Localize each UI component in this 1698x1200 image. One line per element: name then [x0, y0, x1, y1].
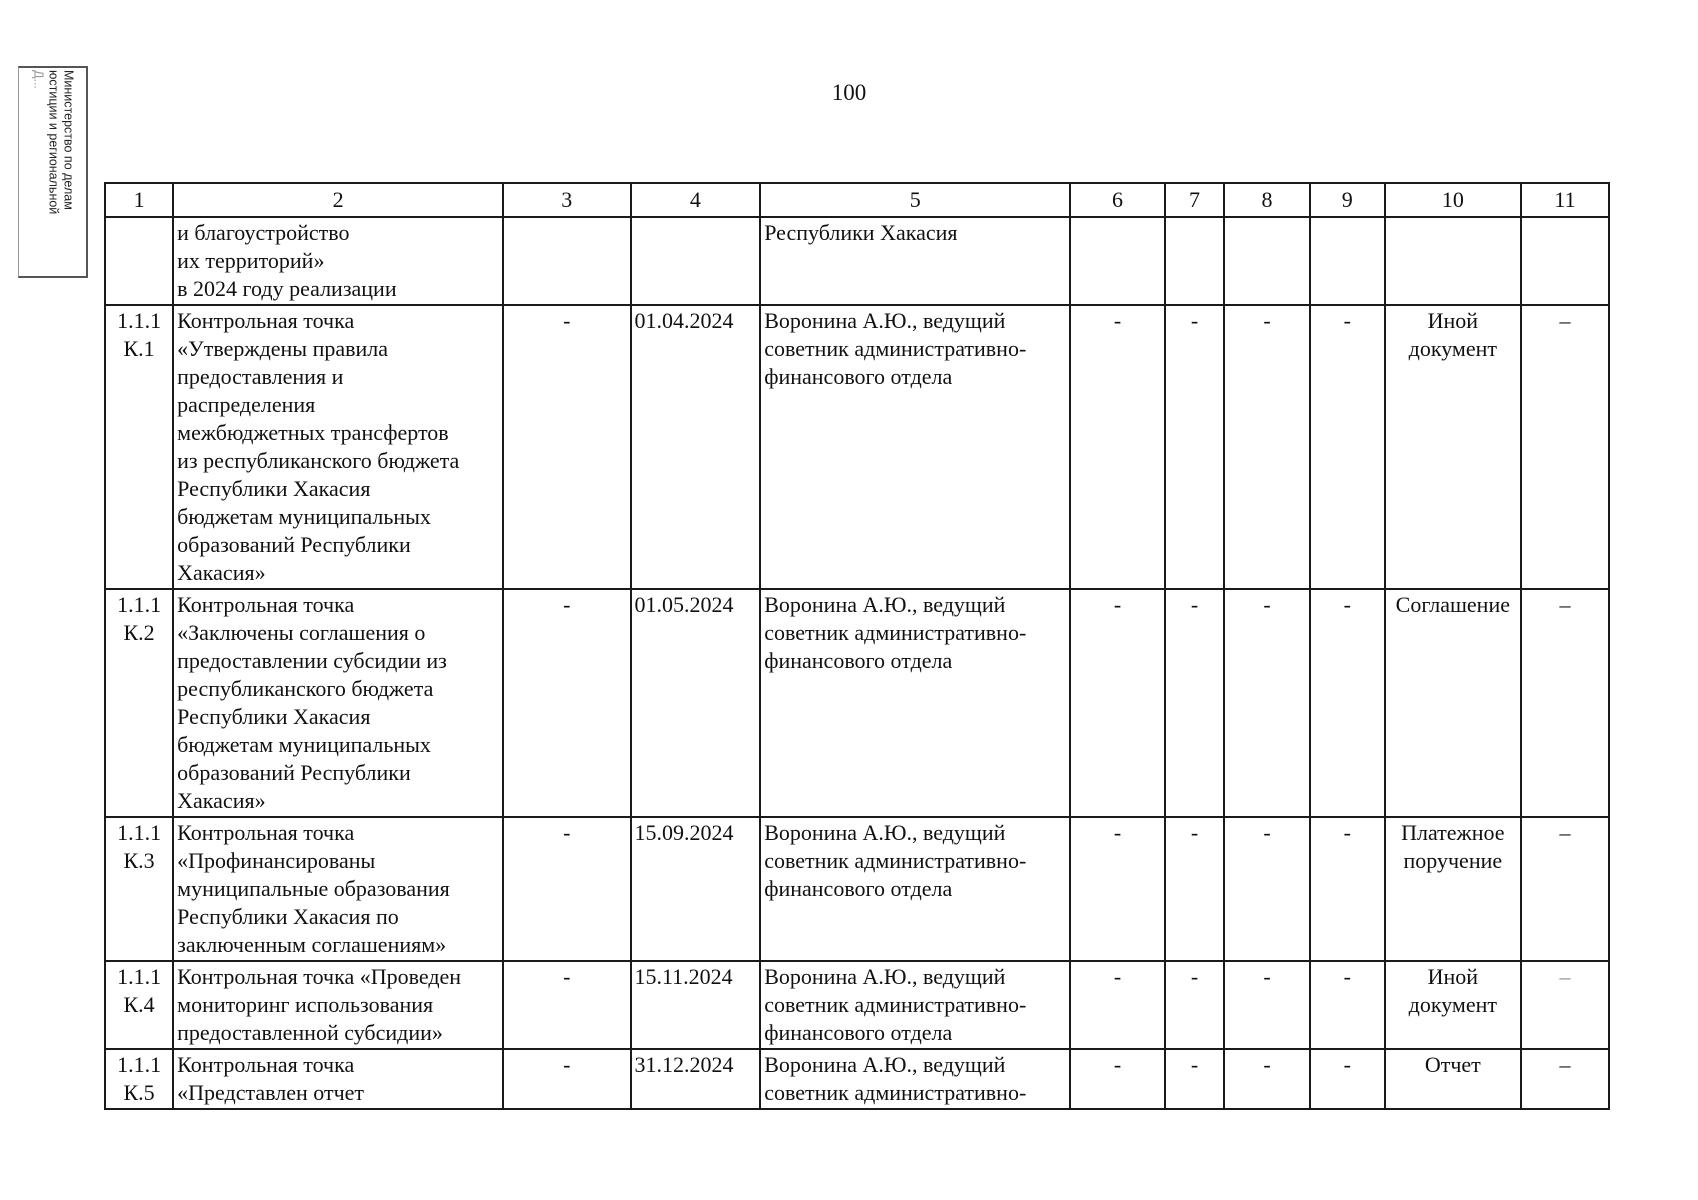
- document-type-cell-line: Отчет: [1424, 1052, 1481, 1077]
- col8-cell: [1224, 217, 1310, 305]
- name-cell: [173, 1049, 503, 1109]
- name-cell-line: Республики Хакасия: [177, 704, 371, 729]
- column-header: 10: [1385, 183, 1521, 217]
- name-cell-line: предоставленной субсидии»: [177, 1020, 443, 1045]
- col8-cell: -: [1224, 589, 1310, 817]
- name-cell-line: из республиканского бюджета: [177, 448, 460, 473]
- name-cell-line: Контрольная точка: [177, 308, 355, 333]
- code-cell-line: 1.1.1: [117, 308, 162, 333]
- name-cell-line: межбюджетных трансфертов: [177, 420, 449, 445]
- responsible-cell: [760, 217, 1070, 305]
- name-cell-line: муниципальные образования: [177, 876, 450, 901]
- code-cell-line: К.3: [123, 848, 155, 873]
- date-cell: [631, 217, 761, 305]
- name-cell-line: «Представлен отчет: [177, 1080, 365, 1105]
- document-type-cell: [1385, 589, 1521, 817]
- stamp-line: юстиции и региональной: [46, 70, 60, 215]
- date-cell: 31.12.2024: [631, 1049, 761, 1109]
- code-cell-line: К.1: [123, 336, 155, 361]
- col11-cell: –: [1521, 305, 1609, 589]
- responsible-cell-line: Воронина А.Ю., ведущий: [764, 308, 1006, 333]
- name-cell-line: заключенным соглашениям»: [177, 932, 447, 957]
- name-cell-line: республиканского бюджета: [177, 676, 434, 701]
- document-type-cell-line: Платежное: [1401, 820, 1505, 845]
- col11-cell: –: [1521, 1049, 1609, 1109]
- column-header: 9: [1310, 183, 1385, 217]
- responsible-cell: [760, 1049, 1070, 1109]
- column-header: 8: [1224, 183, 1310, 217]
- responsible-cell-line: финансового отдела: [764, 876, 953, 901]
- code-cell-line: К.2: [123, 620, 155, 645]
- responsible-cell: [760, 589, 1070, 817]
- document-type-cell-line: Соглашение: [1395, 592, 1510, 617]
- column-header: 5: [760, 183, 1070, 217]
- name-cell-line: Республики Хакасия по: [177, 904, 399, 929]
- col11-cell: [1521, 217, 1609, 305]
- col9-cell: -: [1310, 589, 1385, 817]
- column-header: 2: [173, 183, 503, 217]
- name-cell-line: образований Республики: [177, 532, 411, 557]
- code-cell-line: 1.1.1: [117, 592, 162, 617]
- col3-cell: -: [503, 961, 631, 1049]
- col7-cell: -: [1165, 305, 1224, 589]
- col3-cell: -: [503, 305, 631, 589]
- col8-cell: -: [1224, 817, 1310, 961]
- name-cell: [173, 217, 503, 305]
- col7-cell: -: [1165, 1049, 1224, 1109]
- responsible-cell-line: Воронина А.Ю., ведущий: [764, 820, 1006, 845]
- col9-cell: -: [1310, 961, 1385, 1049]
- col3-cell: [503, 217, 631, 305]
- name-cell-line: Республики Хакасия: [177, 476, 371, 501]
- document-type-cell-line: документ: [1408, 336, 1497, 361]
- control-points-table: [104, 182, 1610, 1110]
- col9-cell: -: [1310, 305, 1385, 589]
- responsible-cell-line: советник административно-: [764, 848, 1027, 873]
- responsible-cell-line: Республики Хакасия: [764, 220, 958, 245]
- col3-cell: -: [503, 1049, 631, 1109]
- column-header: 3: [503, 183, 631, 217]
- name-cell: [173, 961, 503, 1049]
- col7-cell: -: [1165, 961, 1224, 1049]
- date-cell: 15.09.2024: [631, 817, 761, 961]
- name-cell-line: их территорий»: [177, 248, 325, 273]
- responsible-cell: [760, 305, 1070, 589]
- document-type-cell: [1385, 305, 1521, 589]
- responsible-cell-line: советник административно-: [764, 1080, 1027, 1105]
- name-cell-line: «Профинансированы: [177, 848, 376, 873]
- document-type-cell-line: документ: [1408, 992, 1497, 1017]
- document-type-cell-line: Иной: [1427, 308, 1479, 333]
- name-cell-line: Контрольная точка: [177, 1052, 355, 1077]
- name-cell-line: предоставлении субсидии из: [177, 648, 447, 673]
- col6-cell: -: [1070, 305, 1165, 589]
- col3-cell: -: [503, 589, 631, 817]
- code-cell: [105, 817, 173, 961]
- col9-cell: -: [1310, 817, 1385, 961]
- table-header-row: [105, 183, 1609, 217]
- date-cell: 01.05.2024: [631, 589, 761, 817]
- responsible-cell-line: финансового отдела: [764, 364, 953, 389]
- responsible-cell-line: финансового отдела: [764, 1020, 953, 1045]
- col8-cell: -: [1224, 961, 1310, 1049]
- responsible-cell-line: советник административно-: [764, 620, 1027, 645]
- name-cell: [173, 589, 503, 817]
- col11-cell: –: [1521, 589, 1609, 817]
- code-cell-line: 1.1.1: [117, 820, 162, 845]
- stamp-line: Д...: [31, 70, 45, 89]
- name-cell-line: «Утверждены правила: [177, 336, 389, 361]
- code-cell-line: К.5: [123, 1080, 155, 1105]
- name-cell: [173, 305, 503, 589]
- column-header: 4: [631, 183, 761, 217]
- responsible-cell-line: Воронина А.Ю., ведущий: [764, 964, 1006, 989]
- document-type-cell-line: поручение: [1403, 848, 1503, 873]
- registration-stamp: [18, 66, 88, 278]
- table-row: [105, 817, 1609, 961]
- name-cell-line: Хакасия»: [177, 788, 266, 813]
- code-cell-line: К.4: [123, 992, 155, 1017]
- table-row: [105, 1049, 1609, 1109]
- name-cell-line: «Заключены соглашения о: [177, 620, 426, 645]
- col6-cell: -: [1070, 589, 1165, 817]
- code-cell: [105, 305, 173, 589]
- name-cell-line: и благоустройство: [177, 220, 350, 245]
- col11-cell: –: [1521, 817, 1609, 961]
- date-cell: 01.04.2024: [631, 305, 761, 589]
- responsible-cell-line: советник административно-: [764, 992, 1027, 1017]
- table-row: [105, 589, 1609, 817]
- name-cell-line: Контрольная точка «Проведен: [177, 964, 462, 989]
- code-cell: [105, 217, 173, 305]
- code-cell-line: 1.1.1: [117, 1052, 162, 1077]
- table-row: [105, 217, 1609, 305]
- name-cell-line: в 2024 году реализации: [177, 276, 397, 301]
- stamp-line: Министерство по делам: [61, 70, 75, 210]
- table-row: [105, 305, 1609, 589]
- name-cell-line: образований Республики: [177, 760, 411, 785]
- col9-cell: -: [1310, 1049, 1385, 1109]
- column-header: 11: [1521, 183, 1609, 217]
- responsible-cell-line: Воронина А.Ю., ведущий: [764, 592, 1006, 617]
- responsible-cell-line: советник административно-: [764, 336, 1027, 361]
- name-cell-line: бюджетам муниципальных: [177, 504, 431, 529]
- code-cell: [105, 589, 173, 817]
- col3-cell: -: [503, 817, 631, 961]
- column-header: 1: [105, 183, 173, 217]
- page-number: 100: [831, 80, 867, 105]
- responsible-cell: [760, 961, 1070, 1049]
- col6-cell: -: [1070, 961, 1165, 1049]
- date-cell: 15.11.2024: [631, 961, 761, 1049]
- name-cell-line: Контрольная точка: [177, 820, 355, 845]
- name-cell-line: Контрольная точка: [177, 592, 355, 617]
- name-cell-line: Хакасия»: [177, 560, 266, 585]
- name-cell-line: распределения: [177, 392, 316, 417]
- name-cell-line: предоставления и: [177, 364, 344, 389]
- col9-cell: [1310, 217, 1385, 305]
- table-body: [105, 217, 1609, 1109]
- name-cell-line: мониторинг использования: [177, 992, 434, 1017]
- name-cell: [173, 817, 503, 961]
- code-cell: [105, 961, 173, 1049]
- code-cell: [105, 1049, 173, 1109]
- column-header: 6: [1070, 183, 1165, 217]
- name-cell-line: бюджетам муниципальных: [177, 732, 431, 757]
- code-cell-line: 1.1.1: [117, 964, 162, 989]
- col8-cell: -: [1224, 1049, 1310, 1109]
- col6-cell: -: [1070, 1049, 1165, 1109]
- document-type-cell: [1385, 1049, 1521, 1109]
- responsible-cell-line: Воронина А.Ю., ведущий: [764, 1052, 1006, 1077]
- responsible-cell: [760, 817, 1070, 961]
- col6-cell: [1070, 217, 1165, 305]
- document-type-cell-line: Иной: [1427, 964, 1479, 989]
- col7-cell: -: [1165, 817, 1224, 961]
- column-header: 7: [1165, 183, 1224, 217]
- col8-cell: -: [1224, 305, 1310, 589]
- col11-cell: –: [1521, 961, 1609, 1049]
- responsible-cell-line: финансового отдела: [764, 648, 953, 673]
- table-row: [105, 961, 1609, 1049]
- document-type-cell: [1385, 961, 1521, 1049]
- col7-cell: [1165, 217, 1224, 305]
- document-type-cell: [1385, 817, 1521, 961]
- col6-cell: -: [1070, 817, 1165, 961]
- col7-cell: -: [1165, 589, 1224, 817]
- document-type-cell: [1385, 217, 1521, 305]
